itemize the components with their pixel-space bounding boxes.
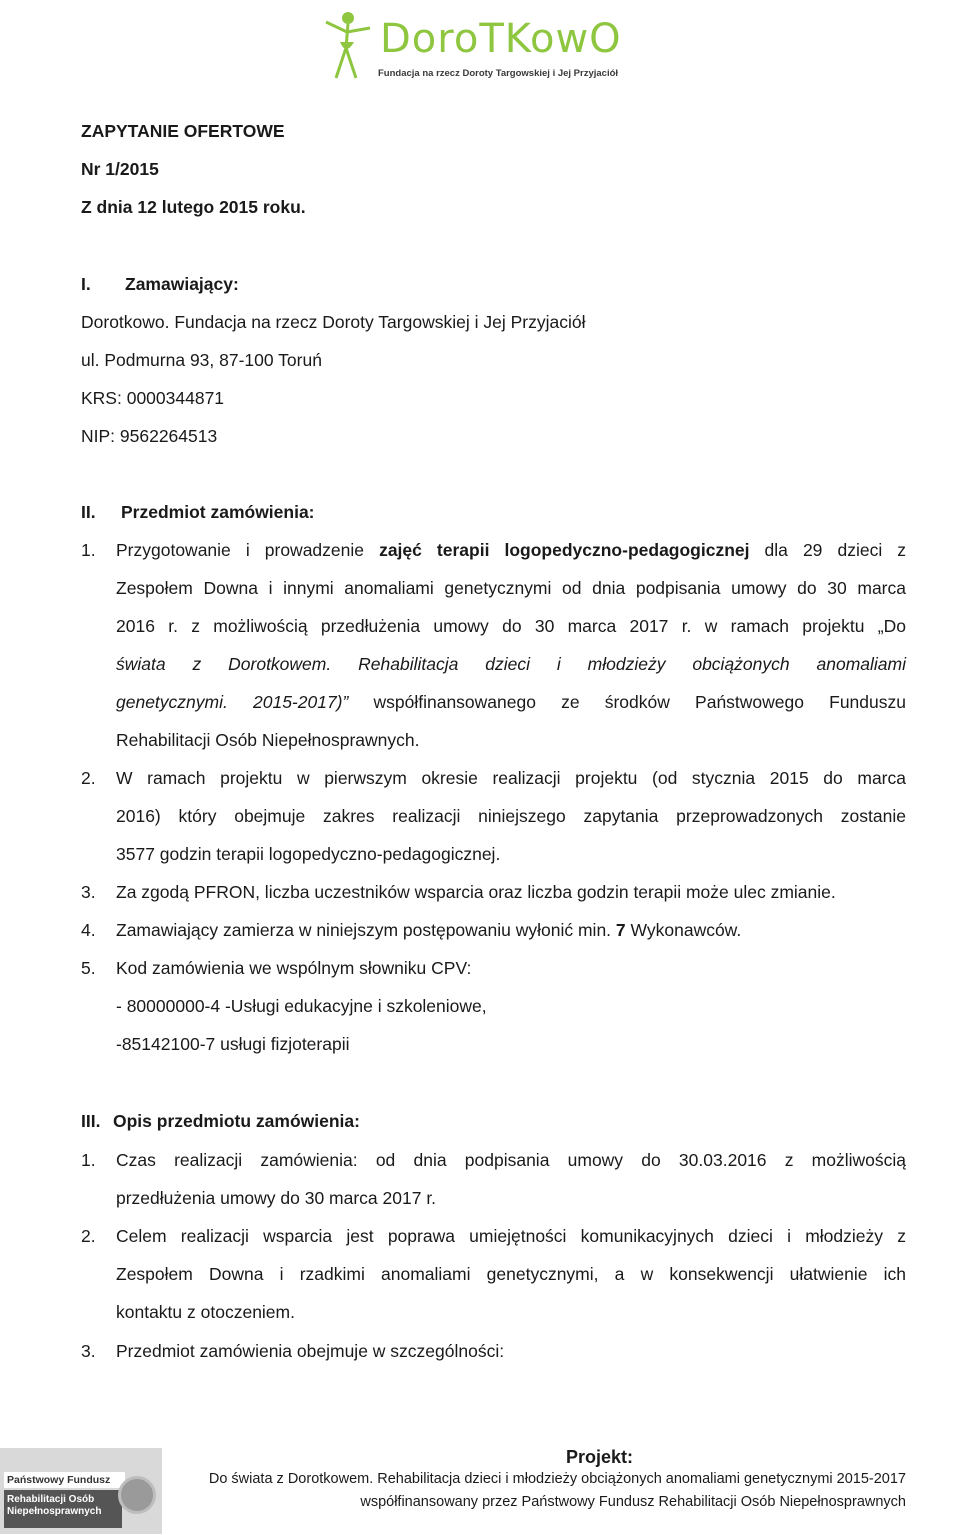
section3-item3-number: 3. <box>81 1341 96 1361</box>
text-span: współfinansowanego ze środków Państwowego Funduszu <box>348 692 906 712</box>
section3-item2-line1: Celem realizacji wsparcia jest poprawa umiejętności komunikacyjnych dzieci i młodzieży z <box>116 1226 906 1246</box>
section3-item2-line3: kontaktu z otoczeniem. <box>116 1302 295 1322</box>
section2-item1-line4: świata z Dorotkowem. Rehabilitacja dzieci i młodzieży obciążonych anomaliami <box>116 654 906 674</box>
section3-item3-text: Przedmiot zamówienia obejmuje w szczególności: <box>116 1341 505 1361</box>
section3-item1-line2: przedłużenia umowy do 30 marca 2017 r. <box>116 1188 437 1208</box>
ordering-party-krs: KRS: 0000344871 <box>81 388 225 408</box>
italic-span: genetycznymi. 2015-2017)” <box>116 692 349 712</box>
section3-item2-number: 2. <box>81 1226 96 1246</box>
text-span: Przygotowanie i prowadzenie <box>116 540 380 560</box>
document-number: Nr 1/2015 <box>81 159 159 179</box>
section2-item5-number: 5. <box>81 958 96 978</box>
document-title: ZAPYTANIE OFERTOWE <box>81 121 285 141</box>
section2-item1-line5 <box>116 691 906 713</box>
section2-item2-number: 2. <box>81 768 96 788</box>
section2-item1-line6: Rehabilitacji Osób Niepełnosprawnych. <box>116 730 420 750</box>
section2-heading: Przedmiot zamówienia: <box>121 502 315 522</box>
section2-item1-line1 <box>116 539 906 561</box>
section2-item2-line2: 2016) który obejmuje zakres realizacji niniejszego zapytania przeprowadzonych zostanie <box>116 806 906 826</box>
bold-span: zajęć terapii logopedyczno-pedagogicznej <box>379 540 750 560</box>
ordering-party-address: ul. Podmurna 93, 87-100 Toruń <box>81 350 322 370</box>
section2-number: II. <box>81 502 96 522</box>
pfron-emblem-icon <box>118 1476 156 1514</box>
document-date: Z dnia 12 lutego 2015 roku. <box>81 197 306 217</box>
foundation-logo <box>318 8 622 86</box>
pfron-logo-line2: Rehabilitacji Osób <box>7 1494 95 1505</box>
text-span: Zamawiający zamierza w niniejszym postępowaniu wyłonić min. <box>116 920 616 940</box>
text-span: Wykonawców. <box>625 920 742 940</box>
section2-item1-line3: 2016 r. z możliwością przedłużenia umowy do 30 marca 2017 r. w ramach projektu „Do <box>116 616 906 636</box>
section2-item1-number: 1. <box>81 540 96 560</box>
section3-heading: Opis przedmiotu zamówienia: <box>113 1111 360 1131</box>
section3-item1-line1: Czas realizacji zamówienia: od dnia podpisania umowy do 30.03.2016 z możliwością <box>116 1150 906 1170</box>
section2-item1-line2: Zespołem Downa i innymi anomaliami genetycznymi od dnia podpisania umowy do 30 marca <box>116 578 906 598</box>
section2-item3-text: Za zgodą PFRON, liczba uczestników wsparcia oraz liczba godzin terapii może ulec zmianie. <box>116 882 836 902</box>
section2-item5-text: Kod zamówienia we wspólnym słowniku CPV: <box>116 958 472 978</box>
section2-item4-number: 4. <box>81 920 96 940</box>
section3-item1-number: 1. <box>81 1150 96 1170</box>
section3-number: III. <box>81 1111 101 1131</box>
section3-item2-line2: Zespołem Downa i rzadkimi anomaliami genetycznymi, a w konsekwencji ułatwienie ich <box>116 1264 906 1284</box>
dancer-figure-icon <box>318 8 378 86</box>
logo-subtitle: Fundacja na rzecz Doroty Targowskiej i Jej Przyjaciół <box>378 68 619 79</box>
text-span: dla 29 dzieci z <box>749 540 907 560</box>
pfron-logo-line3: Niepełnosprawnych <box>7 1506 102 1517</box>
logo-name: DoroTKowO <box>380 16 622 62</box>
section2-item4-text <box>116 919 741 941</box>
section2-item2-line3: 3577 godzin terapii logopedyczno-pedagogicznej. <box>116 844 501 864</box>
ordering-party-name: Dorotkowo. Fundacja na rzecz Doroty Targowskiej i Jej Przyjaciół <box>81 312 586 332</box>
footer-project-title: Projekt: <box>566 1447 634 1467</box>
ordering-party-nip: NIP: 9562264513 <box>81 426 218 446</box>
footer-project-name: Do świata z Dorotkowem. Rehabilitacja dzieci i młodzieży obciążonych anomaliami genetycznymi 2015-2017 <box>208 1471 906 1487</box>
pfron-logo-line1: Państwowy Fundusz <box>4 1472 125 1488</box>
cpv-code-1: - 80000000-4 -Usługi edukacyjne i szkoleniowe, <box>116 996 487 1016</box>
pfron-logo-lines <box>4 1490 122 1528</box>
section2-item3-number: 3. <box>81 882 96 902</box>
section1-heading: Zamawiający: <box>125 274 239 294</box>
footer-funding-note: współfinansowany przez Państwowy Fundusz Rehabilitacji Osób Niepełnosprawnych <box>360 1494 906 1510</box>
pfron-logo <box>0 1448 162 1534</box>
section1-number: I. <box>81 274 91 294</box>
bold-span: 7 <box>615 920 626 940</box>
cpv-code-2: -85142100-7 usługi fizjoterapii <box>116 1034 350 1054</box>
section2-item2-line1: W ramach projektu w pierwszym okresie realizacji projektu (od stycznia 2015 do marca <box>116 768 906 788</box>
